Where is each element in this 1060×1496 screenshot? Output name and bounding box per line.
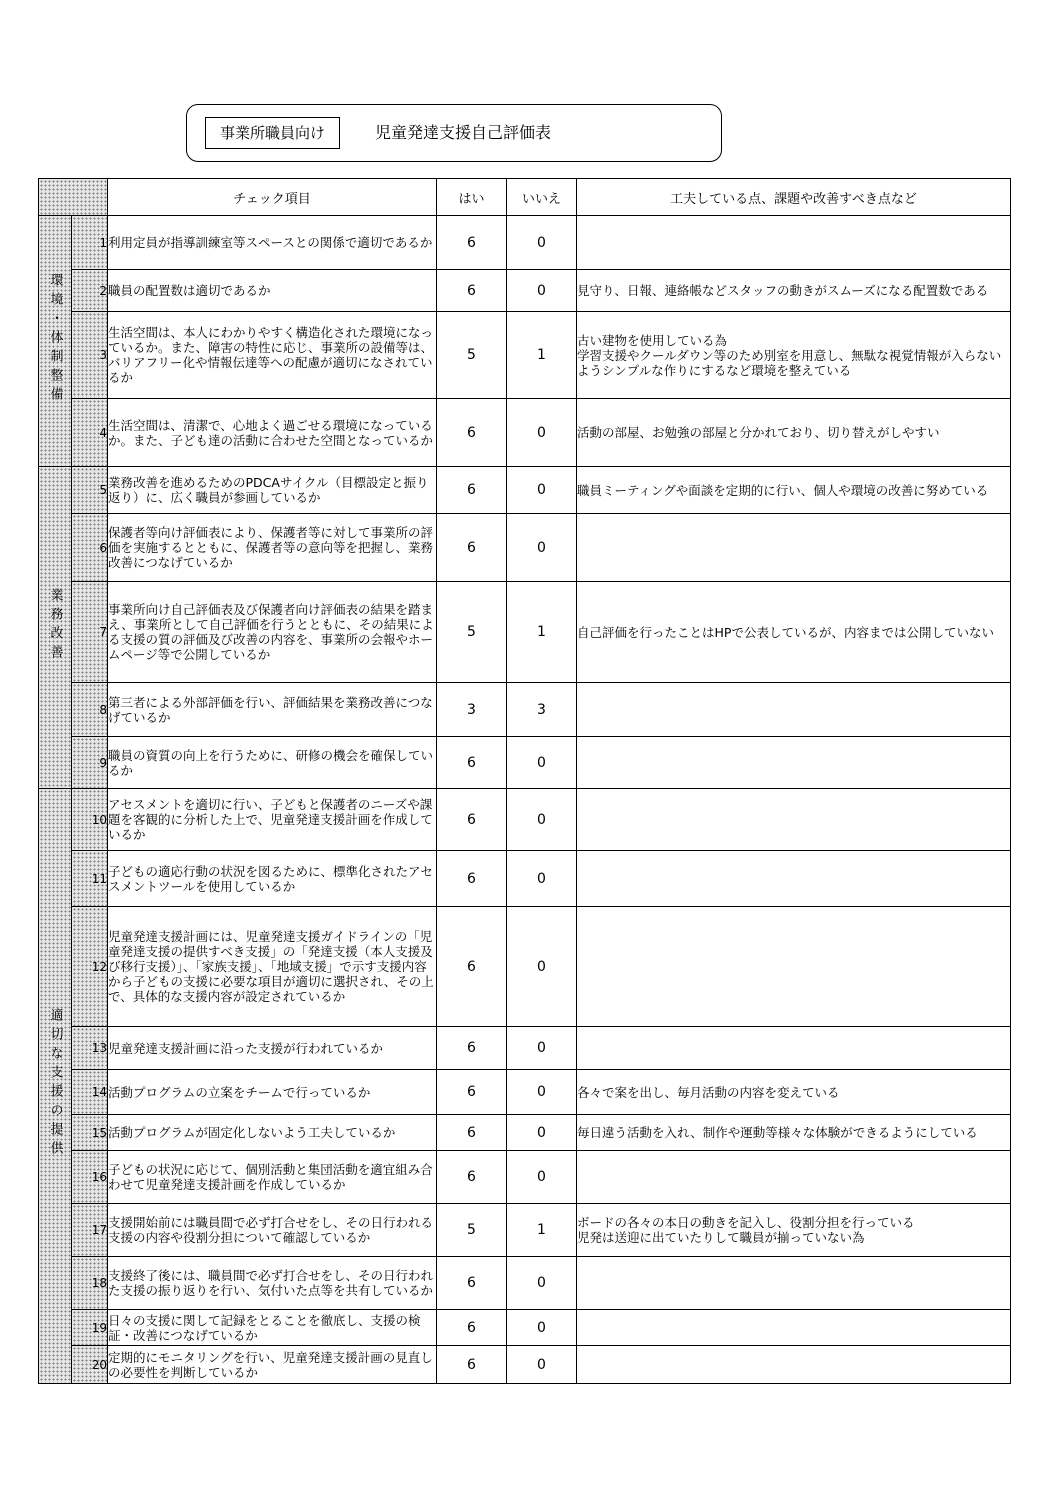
- note: [577, 514, 1011, 582]
- category-label: 業務改善: [47, 587, 63, 664]
- row-number: 10: [72, 789, 108, 851]
- no-count: 1: [507, 312, 577, 399]
- table-row: [39, 1151, 1011, 1204]
- no-count: 0: [507, 1027, 577, 1070]
- no-count: 0: [507, 467, 577, 514]
- check-item: 生活空間は、本人にわかりやすく構造化された環境になっているか。また、障害の特性に応じ、事業所の設備等は、バリアフリー化や情報伝達等への配慮が適切になされているか: [108, 312, 437, 399]
- yes-count: 6: [437, 514, 507, 582]
- check-item: 子どもの状況に応じて、個別活動と集団活動を適宜組み合わせて児童発達支援計画を作成しているか: [108, 1151, 437, 1204]
- row-number: 9: [72, 737, 108, 789]
- note: 各々で案を出し、毎月活動の内容を変えている: [577, 1070, 1011, 1115]
- no-count: 0: [507, 1151, 577, 1204]
- row-number: 18: [72, 1257, 108, 1310]
- check-item: 児童発達支援計画に沿った支援が行われているか: [108, 1027, 437, 1070]
- yes-count: 6: [437, 737, 507, 789]
- no-count: 0: [507, 1070, 577, 1115]
- no-count: 0: [507, 851, 577, 907]
- yes-count: 6: [437, 789, 507, 851]
- table-row: [39, 514, 1011, 582]
- row-number: 20: [72, 1346, 108, 1384]
- table-row: [39, 1115, 1011, 1151]
- no-count: 0: [507, 1115, 577, 1151]
- yes-count: 5: [437, 582, 507, 683]
- table-row: [39, 582, 1011, 683]
- note: 自己評価を行ったことはHPで公表しているが、内容までは公開していない: [577, 582, 1011, 683]
- yes-count: 6: [437, 270, 507, 312]
- note: ボードの各々の本日の動きを記入し、役割分担を行っている 児発は送迎に出ていたりして職員が揃っていない為: [577, 1204, 1011, 1257]
- no-count: 0: [507, 1346, 577, 1384]
- no-count: 0: [507, 270, 577, 312]
- category-cell: [39, 216, 72, 467]
- row-number: 6: [72, 514, 108, 582]
- no-count: 3: [507, 683, 577, 737]
- row-number: 14: [72, 1070, 108, 1115]
- no-count: 0: [507, 1257, 577, 1310]
- table-row: [39, 312, 1011, 399]
- check-item: 職員の配置数は適切であるか: [108, 270, 437, 312]
- check-item: 職員の資質の向上を行うために、研修の機会を確保しているか: [108, 737, 437, 789]
- yes-count: 6: [437, 907, 507, 1027]
- yes-count: 6: [437, 1115, 507, 1151]
- table-row: [39, 1204, 1011, 1257]
- yes-count: 6: [437, 1151, 507, 1204]
- row-number: 11: [72, 851, 108, 907]
- check-item: 生活空間は、清潔で、心地よく過ごせる環境になっているか。また、子ども達の活動に合わせた空間となっているか: [108, 399, 437, 467]
- table-row: [39, 1027, 1011, 1070]
- yes-count: 6: [437, 399, 507, 467]
- no-count: 1: [507, 582, 577, 683]
- table-row: [39, 1310, 1011, 1346]
- row-number: 5: [72, 467, 108, 514]
- row-number: 16: [72, 1151, 108, 1204]
- row-number: 2: [72, 270, 108, 312]
- note: 見守り、日報、連絡帳などスタッフの動きがスムーズになる配置数である: [577, 270, 1011, 312]
- check-item: 保護者等向け評価表により、保護者等に対して事業所の評価を実施するとともに、保護者等の意向等を把握し、業務改善につなげているか: [108, 514, 437, 582]
- check-item: 利用定員が指導訓練室等スペースとの関係で適切であるか: [108, 216, 437, 270]
- header-row: [39, 179, 1011, 216]
- page-title: 児童発達支援自己評価表: [375, 123, 552, 142]
- check-item: 第三者による外部評価を行い、評価結果を業務改善につなげているか: [108, 683, 437, 737]
- yes-count: 6: [437, 1310, 507, 1346]
- note: 古い建物を使用している為 学習支援やクールダウン等のため別室を用意し、無駄な視覚情報が入らないようシンプルな作りにするなど環境を整えている: [577, 312, 1011, 399]
- row-number: 3: [72, 312, 108, 399]
- no-count: 1: [507, 1204, 577, 1257]
- table-row: [39, 737, 1011, 789]
- check-item: 活動プログラムが固定化しないよう工夫しているか: [108, 1115, 437, 1151]
- check-item: 児童発達支援計画には、児童発達支援ガイドラインの「児童発達支援の提供すべき支援」の「発達支援（本人支援及び移行支援）」、「家族支援」、「地域支援」で示す支援内容から子どもの支援に必要な項目が適切に選択され、その上で、具体的な支援内容が設定されているか: [108, 907, 437, 1027]
- header-no: いいえ: [507, 179, 577, 216]
- no-count: 0: [507, 514, 577, 582]
- no-count: 0: [507, 907, 577, 1027]
- table-row: [39, 1346, 1011, 1384]
- header-notes: 工夫している点、課題や改善すべき点など: [577, 179, 1011, 216]
- category-label: 適切な支援の提供: [47, 1008, 63, 1160]
- table-row: [39, 467, 1011, 514]
- category-cell: [39, 467, 72, 789]
- no-count: 0: [507, 216, 577, 270]
- yes-count: 6: [437, 1070, 507, 1115]
- row-number: 15: [72, 1115, 108, 1151]
- note: [577, 1310, 1011, 1346]
- yes-count: 6: [437, 1346, 507, 1384]
- yes-count: 5: [437, 1204, 507, 1257]
- note: [577, 1151, 1011, 1204]
- table-row: [39, 1070, 1011, 1115]
- check-item: 支援開始前には職員間で必ず打合せをし、その日行われる支援の内容や役割分担について確認しているか: [108, 1204, 437, 1257]
- table-row: [39, 789, 1011, 851]
- note: [577, 1027, 1011, 1070]
- header-check-item: チェック項目: [108, 179, 437, 216]
- table-row: [39, 216, 1011, 270]
- row-number: 7: [72, 582, 108, 683]
- self-evaluation-table: [38, 178, 1011, 1384]
- note: 活動の部屋、お勉強の部屋と分かれており、切り替えがしやすい: [577, 399, 1011, 467]
- note: [577, 737, 1011, 789]
- table-row: [39, 270, 1011, 312]
- yes-count: 6: [437, 216, 507, 270]
- table-row: [39, 1257, 1011, 1310]
- check-item: 定期的にモニタリングを行い、児童発達支援計画の見直しの必要性を判断しているか: [108, 1346, 437, 1384]
- note: 職員ミーティングや面談を定期的に行い、個人や環境の改善に努めている: [577, 467, 1011, 514]
- check-item: アセスメントを適切に行い、子どもと保護者のニーズや課題を客観的に分析した上で、児童発達支援計画を作成しているか: [108, 789, 437, 851]
- audience-label: 事業所職員向け: [205, 117, 340, 149]
- table-row: [39, 683, 1011, 737]
- yes-count: 6: [437, 1027, 507, 1070]
- row-number: 1: [72, 216, 108, 270]
- check-item: 活動プログラムの立案をチームで行っているか: [108, 1070, 437, 1115]
- note: [577, 907, 1011, 1027]
- note: [577, 1257, 1011, 1310]
- check-item: 日々の支援に関して記録をとることを徹底し、支援の検証・改善につなげているか: [108, 1310, 437, 1346]
- row-number: 8: [72, 683, 108, 737]
- table-row: [39, 907, 1011, 1027]
- row-number: 13: [72, 1027, 108, 1070]
- table-row: [39, 399, 1011, 467]
- yes-count: 6: [437, 467, 507, 514]
- note: [577, 683, 1011, 737]
- table-row: [39, 851, 1011, 907]
- category-cell: [39, 789, 72, 1384]
- no-count: 0: [507, 789, 577, 851]
- note: [577, 216, 1011, 270]
- note: 毎日違う活動を入れ、制作や運動等様々な体験ができるようにしている: [577, 1115, 1011, 1151]
- yes-count: 3: [437, 683, 507, 737]
- header-yes: はい: [437, 179, 507, 216]
- yes-count: 6: [437, 1257, 507, 1310]
- category-label: 環境・体制整備: [47, 272, 63, 406]
- note: [577, 1346, 1011, 1384]
- check-item: 業務改善を進めるためのPDCAサイクル（目標設定と振り返り）に、広く職員が参画しているか: [108, 467, 437, 514]
- note: [577, 851, 1011, 907]
- yes-count: 5: [437, 312, 507, 399]
- no-count: 0: [507, 399, 577, 467]
- row-number: 4: [72, 399, 108, 467]
- no-count: 0: [507, 1310, 577, 1346]
- yes-count: 6: [437, 851, 507, 907]
- row-number: 12: [72, 907, 108, 1027]
- no-count: 0: [507, 737, 577, 789]
- check-item: 支援終了後には、職員間で必ず打合せをし、その日行われた支援の振り返りを行い、気付いた点等を共有しているか: [108, 1257, 437, 1310]
- check-item: 事業所向け自己評価表及び保護者向け評価表の結果を踏まえ、事業所として自己評価を行うとともに、その結果による支援の質の評価及び改善の内容を、事業所の会報やホームページ等で公開しているか: [108, 582, 437, 683]
- row-number: 17: [72, 1204, 108, 1257]
- row-number: 19: [72, 1310, 108, 1346]
- header-corner: [39, 179, 108, 216]
- check-item: 子どもの適応行動の状況を図るために、標準化されたアセスメントツールを使用しているか: [108, 851, 437, 907]
- title-frame: [186, 104, 722, 162]
- note: [577, 789, 1011, 851]
